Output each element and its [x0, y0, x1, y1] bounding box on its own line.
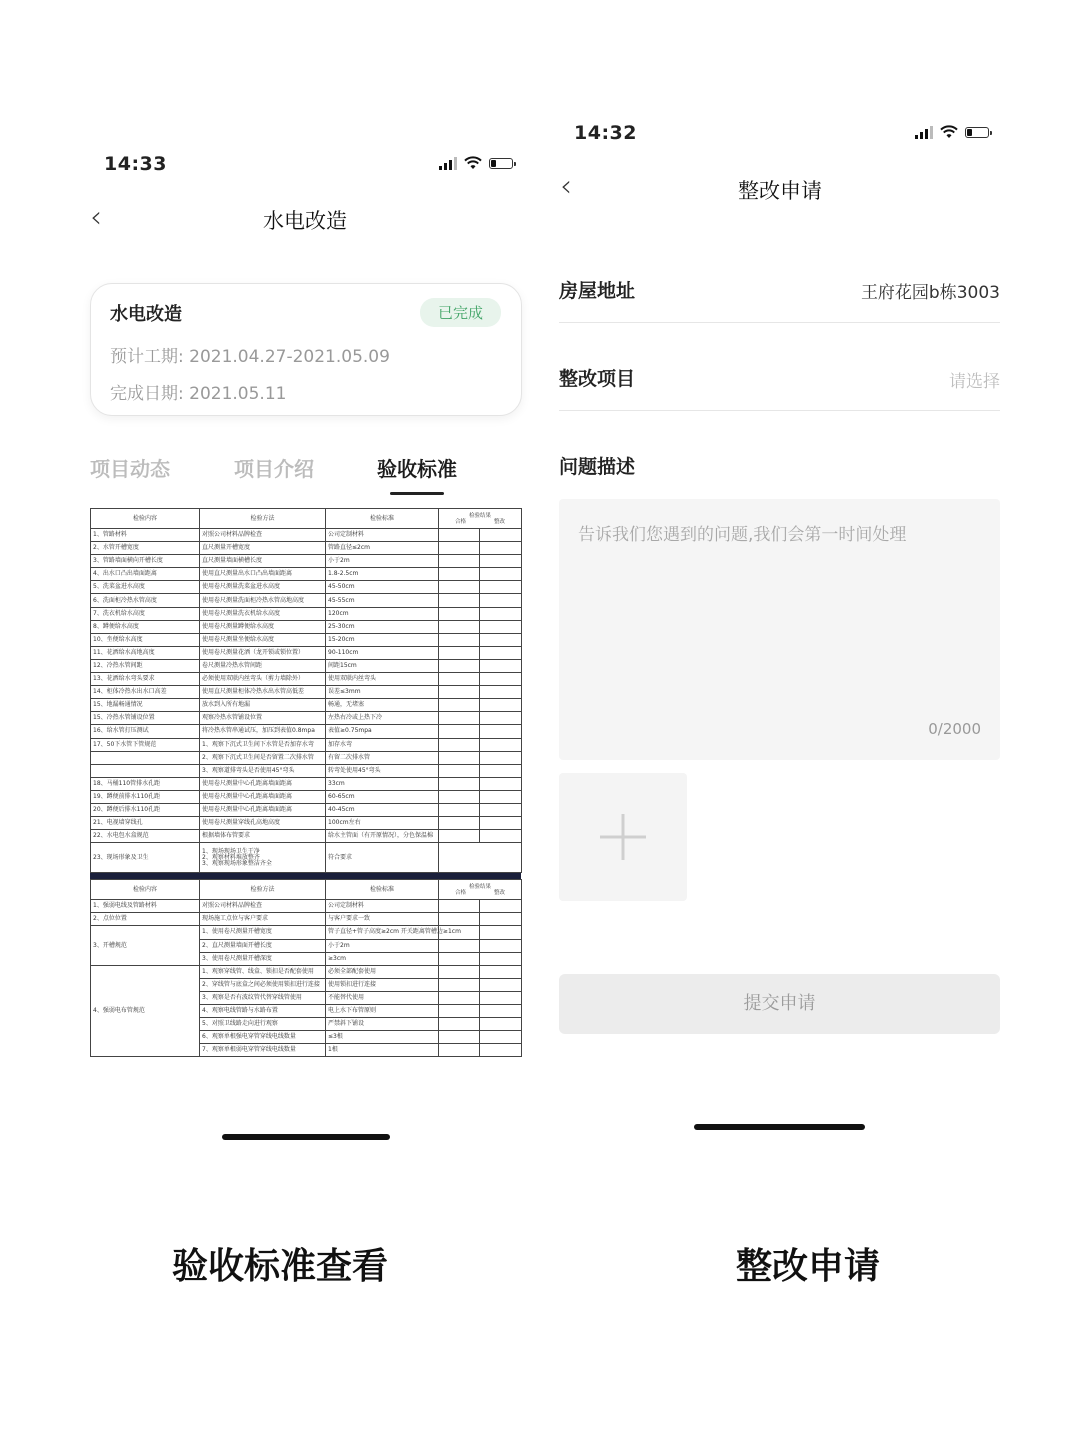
page-title: 水电改造 [263, 209, 347, 233]
table-cell-method: 2、直尺测量墙面开槽长度 [200, 939, 326, 952]
home-indicator [694, 1124, 865, 1130]
table-cell-standard: 不能替代使用 [326, 991, 439, 1004]
table-cell-standard: 1根 [326, 1044, 439, 1057]
table-cell-result [439, 764, 522, 777]
table-row [91, 594, 522, 607]
table-cell-item: 11、花洒给水高地高度 [91, 646, 200, 659]
table-cell-item: 4、强弱电布管规范 [91, 965, 200, 1057]
table-cell-standard: 小于2m [326, 939, 439, 952]
table-row [91, 790, 522, 803]
table-cell-method: 3、观察道排弯头是否使用45°弯头 [200, 764, 326, 777]
table-cell-item [91, 751, 200, 764]
table-cell-result [439, 817, 522, 830]
table-cell-method: 直尺测量墙面横槽长度 [200, 555, 326, 568]
header-content: 检验内容 [91, 509, 200, 529]
table-cell-item: 13、花洒给水弯头要求 [91, 673, 200, 686]
table-cell-method: 根据墙体布管要求 [200, 830, 326, 843]
table-cell-method: 对照公司材料品牌检查 [200, 529, 326, 542]
table-cell-result [439, 738, 522, 751]
header-pass: 合格 [454, 518, 466, 525]
table-cell-method: 使用卷尺测量中心孔距离墙面距离 [200, 803, 326, 816]
table-cell-item: 1、管路材料 [91, 529, 200, 542]
table-cell-method: 使用卷尺测量穿线孔高地高度 [200, 817, 326, 830]
table-cell-method: 观察冷热水管铺设位置 [200, 712, 326, 725]
table-row [91, 542, 522, 555]
table-cell-methods [200, 843, 326, 873]
table-cell-result [439, 830, 522, 843]
table-row [91, 817, 522, 830]
signal-icon [439, 157, 457, 170]
table-cell-standard: 使用锁扣进行连接 [326, 978, 439, 991]
table-cell-method: 使用卷尺测量坐便给水高度 [200, 633, 326, 646]
table-cell-method-line: 1、现场现场卫生干净 [202, 847, 260, 855]
table-cell-standard: 100cm左右 [326, 817, 439, 830]
table-row [91, 830, 522, 843]
table-cell-method: 6、观察单根强电穿管穿线电线数量 [200, 1031, 326, 1044]
table-cell-method: 1、使用卷尺测量开槽宽度 [200, 926, 326, 939]
table-cell-item: 8、蹲便给水高度 [91, 620, 200, 633]
table-cell-method: 3、观察是否有波纹管代替穿线管使用 [200, 991, 326, 1004]
table-cell-item: 2、点位位置 [91, 913, 200, 926]
table-row [91, 555, 522, 568]
table-row [91, 673, 522, 686]
table-cell-method: 必须使用双联内丝弯头（剪力墙除外） [200, 673, 326, 686]
tab-acceptance-standard[interactable]: 验收标准 [377, 457, 457, 481]
table-cell-standard: 使用双联内丝弯头 [326, 673, 439, 686]
table-cell-result [439, 646, 522, 659]
table-row [91, 738, 522, 751]
table-cell-method-line: 3、观察现场形象整洁齐全 [202, 859, 272, 867]
status-time: 14:33 [104, 153, 167, 175]
table-row [91, 803, 522, 816]
acceptance-standard-document [90, 508, 521, 1107]
table-cell-result [439, 594, 522, 607]
divider [559, 410, 1000, 411]
table-cell-item: 2、水管开槽宽度 [91, 542, 200, 555]
table-cell-item: 15、地漏畅通情况 [91, 699, 200, 712]
table-cell-method-line: 2、观察材料堆放整齐 [202, 853, 260, 861]
table-cell-result [439, 568, 522, 581]
table-cell-item: 17、50下水管下管规范 [91, 738, 200, 751]
table-cell-method: 现场施工点位与客户要求 [200, 913, 326, 926]
table-cell-item: 1、强弱电线及管路材料 [91, 900, 200, 913]
caption-right: 整改申请 [736, 1245, 881, 1287]
table-cell-method: 放水到入所有地漏 [200, 699, 326, 712]
table-cell-method: 使用卷尺测量洗面柜冷热水管高地高度 [200, 594, 326, 607]
caption-left: 验收标准查看 [172, 1245, 389, 1287]
char-counter: 0/2000 [928, 720, 981, 738]
table-cell-standard: ≥3cm [326, 952, 439, 965]
plus-icon [600, 814, 646, 860]
table-cell-method: 2、观察下沉式卫生间是否留置二次排水管 [200, 751, 326, 764]
table-cell-result [439, 581, 522, 594]
table-cell-result [439, 620, 522, 633]
water-standard-table [90, 508, 522, 873]
header-standard: 检验标准 [326, 880, 439, 900]
table-cell-method: 使用卷尺测量蹲便给水高度 [200, 620, 326, 633]
table-cell-item: 5、洗菜盆进水高度 [91, 581, 200, 594]
table-cell-method: 4、观察电线管路与水路布置 [200, 1005, 326, 1018]
table-cell-standard: 33cm [326, 777, 439, 790]
table-row [91, 751, 522, 764]
table-cell-method: 使用卷尺测量洗菜盆进水高度 [200, 581, 326, 594]
table-cell-item: 15、冷热水管铺设位置 [91, 712, 200, 725]
description-textarea[interactable] [559, 499, 1000, 760]
table-cell-item: 6、洗面柜冷热水管高度 [91, 594, 200, 607]
back-chevron-icon[interactable]: ‹ [560, 169, 572, 204]
project-card [90, 283, 522, 416]
header-content: 检验内容 [91, 880, 200, 900]
table-cell-result [439, 777, 522, 790]
table-cell-result [439, 952, 522, 965]
table-cell-standard: 符合要求 [326, 843, 439, 873]
table-cell-item: 3、开槽规范 [91, 926, 200, 965]
table-cell-item: 3、管路墙面横向开槽长度 [91, 555, 200, 568]
table-cell-result [439, 1031, 522, 1044]
electric-standard-table [90, 879, 522, 1057]
table-row [91, 900, 522, 913]
table-cell-item: 20、蹲便后排水110孔距 [91, 803, 200, 816]
table-cell-method: 使用卷尺测量花洒（龙开锁或锁位置） [200, 646, 326, 659]
table-row [91, 764, 522, 777]
table-cell-standard: 公司定制材料 [326, 529, 439, 542]
table-cell-result [439, 555, 522, 568]
table-cell-item: 22、水电包水盒规范 [91, 830, 200, 843]
table-cell-item: 7、洗衣机给水高度 [91, 607, 200, 620]
table-cell-result [439, 1018, 522, 1031]
table-row [91, 777, 522, 790]
table-cell-method: 5、对照卫线路走向进行观察 [200, 1018, 326, 1031]
table-cell-standard: 误差≤3mm [326, 686, 439, 699]
table-cell-method: 1、观察穿线管、线盒、锁扣是否配套使用 [200, 965, 326, 978]
header-result [439, 509, 522, 529]
table-cell-method: 2、穿线管与底盒之间必须使用锁扣进行连接 [200, 978, 326, 991]
table-row [91, 607, 522, 620]
table-cell-standard: ≤3根 [326, 1031, 439, 1044]
table-cell-result [439, 913, 522, 926]
table-cell-item: 18、马桶110管排水孔距 [91, 777, 200, 790]
table-cell-item: 19、蹲便前排水110孔距 [91, 790, 200, 803]
table-cell-item: 14、柜体冷热水出水口高差 [91, 686, 200, 699]
table-cell-item: 16、给水管打压测试 [91, 725, 200, 738]
header-pass: 合格 [454, 889, 466, 896]
table-cell-result [439, 607, 522, 620]
table-cell-standard: 管子直径+管子高度≥2cm 开关距离管槽边≥1cm [326, 926, 439, 939]
address-value: 王府花园b栋3003 [860, 283, 1000, 303]
table-cell-method: 1、观察下沉式卫生间下水管是否加存水弯 [200, 738, 326, 751]
battery-icon [489, 158, 513, 169]
table-row [91, 646, 522, 659]
table-cell-standard: 间距15cm [326, 659, 439, 672]
header-standard: 检验标准 [326, 509, 439, 529]
table-row [91, 965, 522, 978]
table-cell-result [439, 633, 522, 646]
table-cell-result [439, 803, 522, 816]
table-cell-result [439, 529, 522, 542]
table-row [91, 659, 522, 672]
table-cell-item: 4、出水口凸出墙面距离 [91, 568, 200, 581]
table-row [91, 725, 522, 738]
table-cell-method: 使用卷尺测量中心孔距离墙面距离 [200, 790, 326, 803]
divider [559, 322, 1000, 323]
table-row [91, 926, 522, 939]
table-cell-standard: 与客户要求一致 [326, 913, 439, 926]
table-row [91, 620, 522, 633]
page-title: 整改申请 [738, 179, 822, 203]
header-method: 检验方法 [200, 880, 326, 900]
table-cell-method: 直尺测量开槽宽度 [200, 542, 326, 555]
table-cell-result [439, 1005, 522, 1018]
table-cell-result [439, 699, 522, 712]
table-cell-standard: 小于2m [326, 555, 439, 568]
table-cell-item: 21、电视墙穿线孔 [91, 817, 200, 830]
table-cell-standard: 15-20cm [326, 633, 439, 646]
status-time: 14:32 [574, 122, 637, 144]
tab-project-updates[interactable]: 项目动态 [90, 457, 170, 481]
table-cell-standard: 120cm [326, 607, 439, 620]
table-cell-standard: 60-65cm [326, 790, 439, 803]
active-tab-indicator [390, 492, 444, 495]
table-row [91, 633, 522, 646]
table-cell-standard: 左热右冷或上热下冷 [326, 712, 439, 725]
table-cell-item: 12、冷热水管间距 [91, 659, 200, 672]
tab-project-intro[interactable]: 项目介绍 [234, 457, 314, 481]
table-cell-standard: 1.8-2.5cm [326, 568, 439, 581]
table-cell-result [439, 939, 522, 952]
table-cell-result [439, 725, 522, 738]
table-row [91, 712, 522, 725]
table-cell-result [439, 659, 522, 672]
table-cell-standard: 表值≥0.75mpa [326, 725, 439, 738]
table-cell-method: 7、观察单根弱电穿管穿线电线数量 [200, 1044, 326, 1057]
table-cell-item: 23、现场形象及卫生 [91, 843, 200, 873]
table-cell-standard: 转弯处使用45°弯头 [326, 764, 439, 777]
rectify-item-label: 整改项目 [559, 368, 636, 390]
status-icons [915, 126, 989, 139]
completed-date: 完成日期: 2021.05.11 [110, 384, 287, 404]
table-cell-method: 卷尺测量冷热水管间距 [200, 659, 326, 672]
table-cell-standard: 90-110cm [326, 646, 439, 659]
table-cell-method: 使用卷尺测量中心孔距离墙面距离 [200, 777, 326, 790]
table-cell-standard: 给水主管面（有开原情况），分色保温棉 [326, 830, 439, 843]
table-cell-method: 使用直尺测量柜体冷热水出水管高低差 [200, 686, 326, 699]
rectify-item-select[interactable]: 请选择 [949, 372, 1000, 392]
table-cell-method: 使用直尺测量出水口凸出墙面距离 [200, 568, 326, 581]
signal-icon [915, 126, 933, 139]
table-cell-result [439, 900, 522, 913]
table-cell-result [439, 751, 522, 764]
table-cell-result [439, 712, 522, 725]
table-cell-result [439, 978, 522, 991]
status-icons [439, 157, 513, 170]
project-title: 水电改造 [110, 304, 182, 325]
table-row [91, 581, 522, 594]
table-cell-result [439, 673, 522, 686]
table-cell-method: 使用卷尺测量洗衣机给水高度 [200, 607, 326, 620]
table-row [91, 699, 522, 712]
header-result-label: 检验结果 [468, 883, 491, 890]
table-cell-method: 将冷热水管串通试压，加压到表值0.8mpa [200, 725, 326, 738]
address-label: 房屋地址 [559, 280, 636, 302]
back-chevron-icon[interactable]: ‹ [90, 200, 102, 235]
header-result [439, 880, 522, 900]
table-cell-item: 10、坐便给水高度 [91, 633, 200, 646]
table-cell-result [439, 991, 522, 1004]
table-cell-standard: 25-30cm [326, 620, 439, 633]
table-cell-result [439, 843, 522, 873]
table-cell-result [439, 686, 522, 699]
table-cell-standard: 畅通，无堵塞 [326, 699, 439, 712]
table-cell-item [91, 764, 200, 777]
table-cell-result [439, 542, 522, 555]
table-cell-result [439, 965, 522, 978]
table-cell-standard: 严禁斜下铺设 [326, 1018, 439, 1031]
table-row [91, 913, 522, 926]
table-cell-result [439, 1044, 522, 1057]
description-label: 问题描述 [559, 456, 636, 478]
table-cell-standard: 有留二次排水管 [326, 751, 439, 764]
header-result-label: 检验结果 [468, 512, 491, 519]
table-cell-standard: 必须全部配套使用 [326, 965, 439, 978]
table-cell-method: 对照公司材料品牌检查 [200, 900, 326, 913]
image-upload-button[interactable] [559, 773, 687, 901]
table-cell-standard: 管路直径≤2cm [326, 542, 439, 555]
table-row [91, 529, 522, 542]
table-cell-method: 3、使用卷尺测量开槽深度 [200, 952, 326, 965]
header-fix: 整改 [493, 518, 505, 525]
table-row [91, 686, 522, 699]
table-row [91, 568, 522, 581]
table-cell-standard: 电上水下布管原则 [326, 1005, 439, 1018]
table-cell-standard: 45-50cm [326, 581, 439, 594]
planned-period: 预计工期: 2021.04.27-2021.05.09 [110, 347, 390, 367]
table-cell-standard: 40-45cm [326, 803, 439, 816]
header-fix: 整改 [493, 889, 505, 896]
table-cell-standard: 45-55cm [326, 594, 439, 607]
table-cell-standard: 加存水弯 [326, 738, 439, 751]
header-method: 检验方法 [200, 509, 326, 529]
table-cell-result [439, 790, 522, 803]
submit-button[interactable]: 提交申请 [559, 974, 1000, 1034]
wifi-icon [464, 157, 482, 170]
description-placeholder: 告诉我们您遇到的问题,我们会第一时间处理 [578, 525, 907, 545]
table-cell-standard: 公司定制材料 [326, 900, 439, 913]
status-badge: 已完成 [420, 298, 501, 327]
home-indicator [222, 1134, 390, 1140]
wifi-icon [940, 126, 958, 139]
battery-icon [965, 127, 989, 138]
